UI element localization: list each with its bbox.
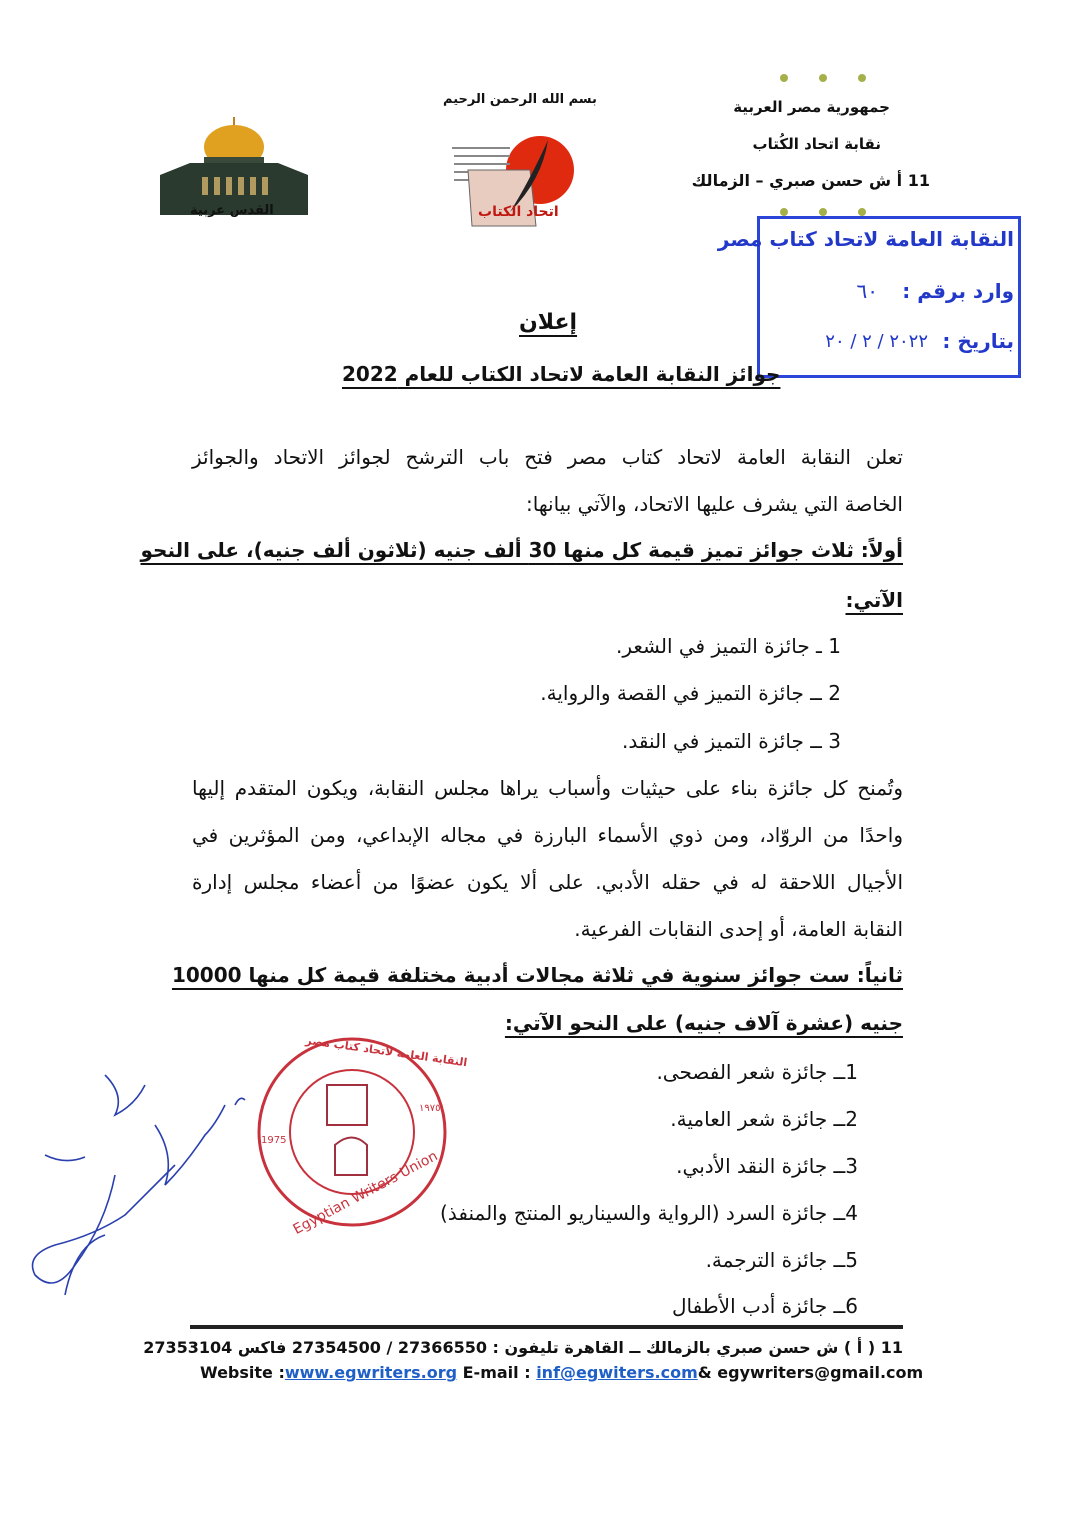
list-item: 1ــ جائزة شعر الفصحى. bbox=[656, 1060, 858, 1084]
stamp-org: النقابة العامة لاتحاد كتاب مصر bbox=[717, 227, 1014, 251]
list-item: 3ــ جائزة النقد الأدبي. bbox=[676, 1154, 858, 1178]
list-item: 6ــ جائزة أدب الأطفال bbox=[672, 1294, 858, 1318]
incoming-stamp bbox=[717, 216, 1021, 378]
email-label: E-mail : bbox=[462, 1363, 531, 1382]
seal-year: 1975 bbox=[261, 1135, 287, 1146]
seal-year-arabic: ١٩٧٥ bbox=[419, 1103, 441, 1114]
section-heading-second: ثانياً: ست جوائز سنوية في ثلاثة مجالات أدبية مختلفة قيمة كل منها 10000 bbox=[171, 963, 903, 987]
list-item: 1 ـ جائزة التميز في الشعر. bbox=[616, 634, 841, 658]
union-seal bbox=[255, 1033, 468, 1238]
page-title: إعلان bbox=[519, 310, 578, 335]
seal-arabic: النقابة العامة لاتحاد كتاب مصر bbox=[304, 1033, 468, 1070]
footer-address: 11 ( أ ) ش حسن صبري بالزمالك ــ القاهرة تليفون : 27366550 / 27354500 فاكس 27353104 bbox=[143, 1338, 903, 1357]
intro-line: الخاصة التي يشرف عليها الاتحاد، والآتي بيانها: bbox=[525, 492, 903, 516]
quds-caption: القدس عربية bbox=[190, 203, 274, 218]
footer-contacts bbox=[200, 1363, 924, 1382]
list-item: 3 ــ جائزة التميز في النقد. bbox=[622, 729, 841, 753]
header-union: نقابة اتحاد الكُتاب bbox=[752, 135, 881, 153]
page-subtitle: جوائز النقابة العامة لاتحاد الكتاب للعام 2022 bbox=[342, 362, 781, 386]
header-country: جمهورية مصر العربية bbox=[733, 98, 890, 116]
stamp-number-label: وارد برقم : bbox=[902, 279, 1014, 303]
section-heading-first: أولاً: ثلاث جوائز تميز قيمة كل منها 30 ألف جنيه (ثلاثون ألف جنيه)، على النحو bbox=[140, 538, 903, 562]
handwritten-signature bbox=[15, 1065, 255, 1315]
list-item: 2ــ جائزة شعر العامية. bbox=[670, 1107, 858, 1131]
conditions-line: واحدًا من الروّاد، ومن ذوي الأسماء البارزة في مجاله الإبداعي، ومن المؤثرين في bbox=[192, 823, 903, 847]
list-item: 5ــ جائزة الترجمة. bbox=[705, 1248, 858, 1272]
website-label: Website : bbox=[200, 1363, 285, 1382]
basmala: بسم الله الرحمن الرحيم bbox=[443, 92, 597, 107]
list-item: 2 ــ جائزة التميز في القصة والرواية. bbox=[540, 681, 841, 705]
stamp-number-value: ٦٠ bbox=[856, 279, 878, 303]
list-item: 4ــ جائزة السرد (الرواية والسيناريو المنتج والمنفذ) bbox=[440, 1201, 858, 1225]
section-heading-second: جنيه (عشرة آلاف جنيه) على النحو الآتي: bbox=[504, 1011, 903, 1035]
seal-english: Egyptian Writers Union bbox=[290, 1148, 441, 1238]
conditions-line: وتُمنح كل جائزة بناء على حيثيات وأسباب يراها مجلس النقابة، ويكون المتقدم إليها bbox=[192, 776, 903, 800]
website-link[interactable]: www.egwriters.org bbox=[284, 1363, 458, 1382]
email-link[interactable]: inf@egwiters.com bbox=[536, 1363, 698, 1382]
conditions-line: النقابة العامة، أو إحدى النقابات الفرعية. bbox=[574, 917, 903, 941]
stamp-date-value: ٢٠٢٢ / ٢ / ٢٠ bbox=[825, 331, 928, 352]
section-heading-first: الآتي: bbox=[845, 588, 903, 612]
intro-line: تعلن النقابة العامة لاتحاد كتاب مصر فتح باب الترشح لجوائز الاتحاد والجوائز bbox=[192, 445, 903, 469]
header-address: 11 أ ش حسن صبري – الزمالك bbox=[691, 171, 930, 190]
email-secondary: & egywriters@gmail.com bbox=[697, 1363, 924, 1382]
union-logo bbox=[450, 130, 590, 235]
footer-divider bbox=[190, 1325, 903, 1329]
conditions-line: الأجيال اللاحقة له في حقله الأدبي. على ألا يكون عضوًا من أعضاء مجلس إدارة bbox=[192, 870, 903, 894]
dome-of-the-rock-image bbox=[160, 115, 308, 225]
stamp-date-label: بتاريخ : bbox=[942, 329, 1014, 353]
logo-text: اتحاد الكتاب bbox=[478, 204, 559, 220]
